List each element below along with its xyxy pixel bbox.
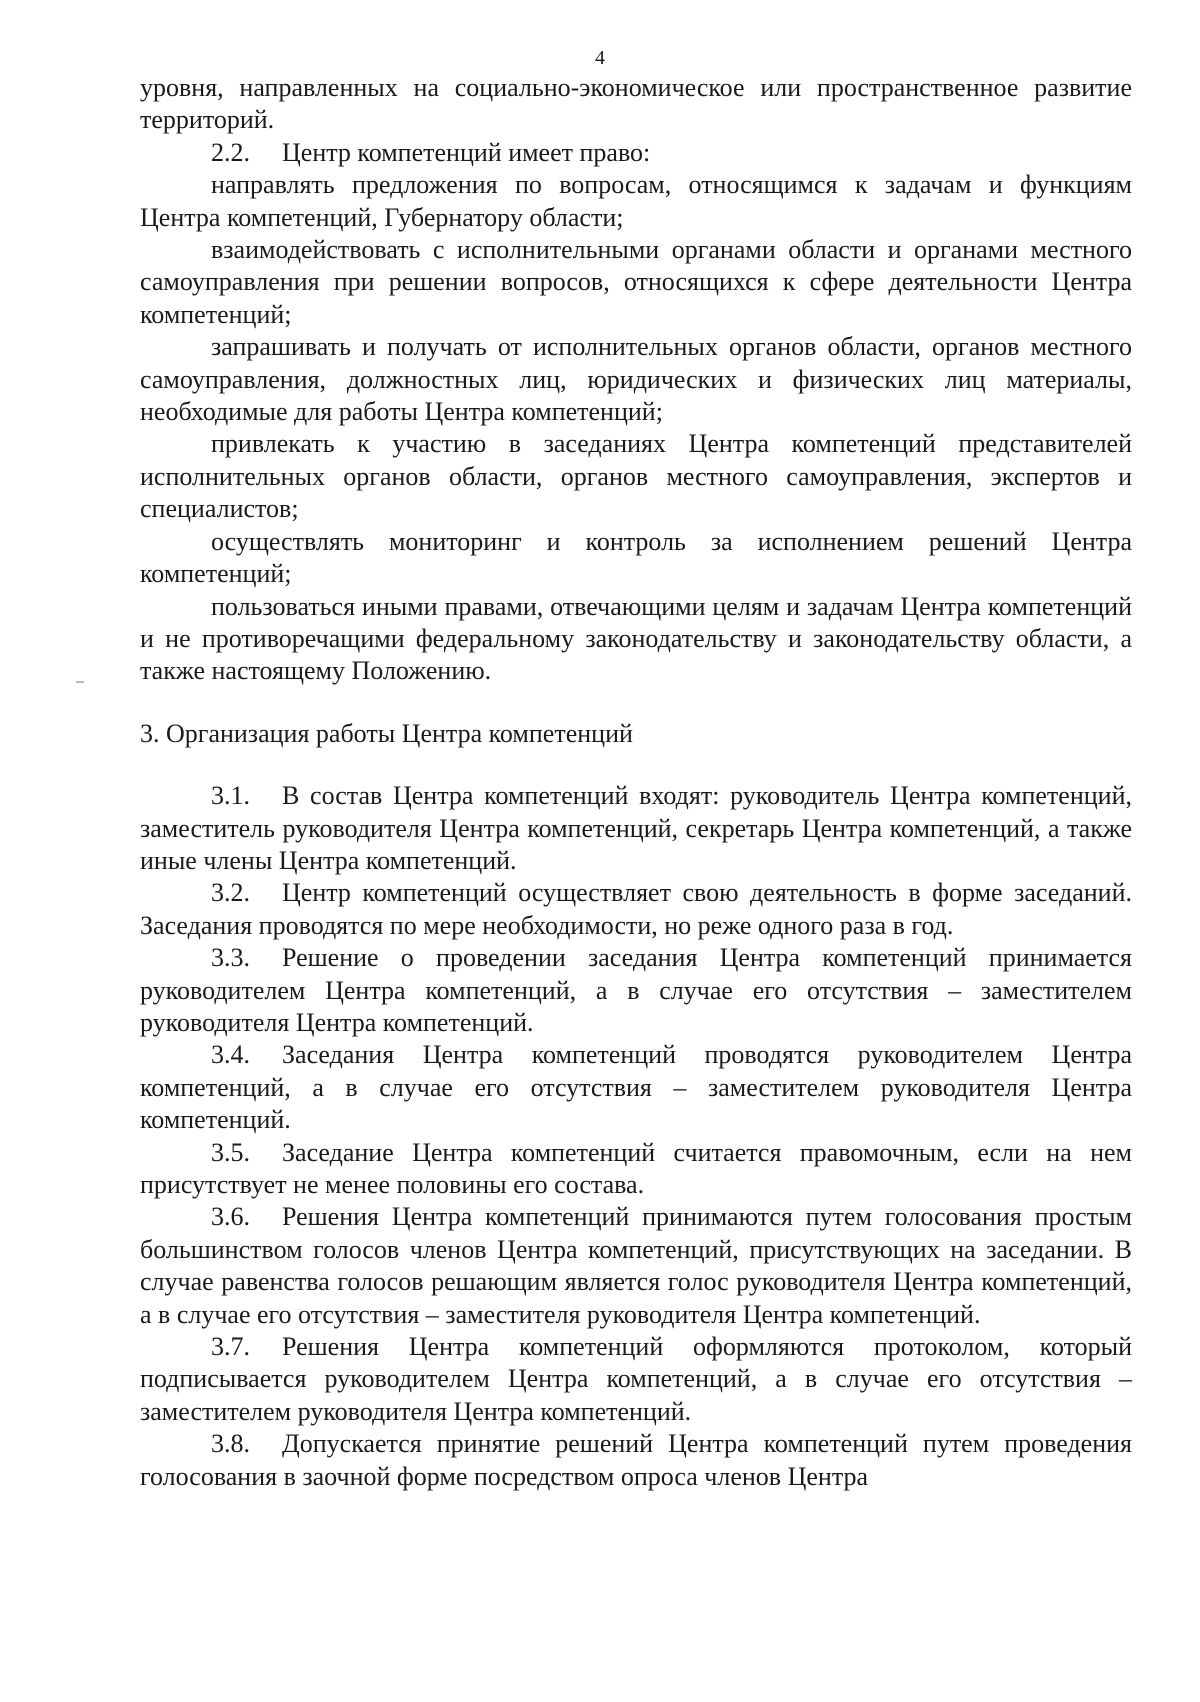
paragraph-text: Центр компетенций осуществляет свою деятельность в форме заседаний. Заседания проводятся по мере необходимости, но реже одного раза в год.: [140, 878, 1132, 940]
paragraph-text: Допускается принятие решений Центра компетенций путем проведения голосования в заочной форме посредством опроса членов Центра: [140, 1429, 1132, 1491]
right-item-interaction: взаимодействовать с исполнительными органами области и органами местного самоуправления при решении вопросов, относящихся к сфере деятельности Центра компетенций;: [140, 235, 1132, 329]
paragraph-number: 3.7.: [211, 1332, 250, 1362]
right-item-other-rights: пользоваться иными правами, отвечающими целям и задачам Центра компетенций и не противоречащими федеральному законодательству и законодательству области, а также настоящему Положению.: [140, 591, 1132, 686]
paragraph-number: 3.5.: [211, 1137, 250, 1167]
paragraph-text: Решения Центра компетенций принимаются путем голосования простым большинством голосов членов Центра компетенций, присутствующих на заседании. В случае равенства голосов решающим является голос руководителя Центра компетенций, а в случае его отсутствия – заместителя руководителя Центра компетенций.: [140, 1202, 1132, 1329]
right-item-request-materials: запрашивать и получать от исполнительных органов области, органов местного самоуправления, должностных лиц, юридических и физических лиц материалы, необходимые для работы Центра компетенций;: [140, 332, 1132, 427]
paragraph-text: В состав Центра компетенций входят: руководитель Центра компетенций, заместитель руководителя Центра компетенций, секретарь Центра компетенций, а также иные члены Центра компетенций.: [140, 781, 1132, 875]
paragraph-3-5: [140, 1137, 1132, 1202]
paragraph-text: Заседание Центра компетенций считается правомочным, если на нем присутствует не менее половины его состава.: [140, 1137, 1132, 1199]
paragraph-text: Центр компетенций имеет право:: [282, 137, 651, 167]
margin-mark: [76, 681, 84, 683]
paragraph-3-2: [140, 877, 1132, 942]
paragraph-3-6: [140, 1201, 1132, 1331]
paragraph-number: 3.3.: [211, 943, 250, 973]
right-item-monitoring: осуществлять мониторинг и контроль за исполнением решений Центра компетенций;: [140, 526, 1132, 589]
paragraph-number: 3.4.: [211, 1040, 250, 1070]
paragraph-text: Решение о проведении заседания Центра компетенций принимается руководителем Центра компетенций, а в случае его отсутствия – заместителем руководителя Центра компетенций.: [140, 943, 1132, 1037]
paragraph-number: 3.6.: [211, 1202, 250, 1232]
paragraph-text: Решения Центра компетенций оформляются протоколом, который подписывается руководителем Центра компетенций, а в случае его отсутствия – заместителем руководителя Центра компетенций.: [140, 1332, 1132, 1426]
paragraph-3-1: [140, 780, 1132, 877]
section-heading: 3. Организация работы Центра компетенций: [140, 718, 633, 748]
right-item-involve-experts: привлекать к участию в заседаниях Центра компетенций представителей исполнительных органов области, органов местного самоуправления, экспертов и специалистов;: [140, 429, 1132, 524]
paragraph-number: 3.1.: [211, 781, 250, 811]
paragraph-number: 2.2.: [211, 137, 250, 167]
paragraph-text: Заседания Центра компетенций проводятся руководителем Центра компетенций, а в случае его отсутствия – заместителем руководителя Центра компетенций.: [140, 1040, 1132, 1135]
paragraph-3-4: [140, 1039, 1132, 1136]
page-number: 4: [595, 47, 605, 69]
document-body: [140, 72, 1132, 1493]
paragraph-3-3: [140, 942, 1132, 1039]
paragraph-2-2: [140, 137, 1132, 169]
paragraph-number: 3.8.: [211, 1429, 250, 1459]
paragraph-3-8: [140, 1428, 1132, 1493]
paragraph-continuation: уровня, направленных на социально-экономическое или пространственное развитие территорий.: [140, 73, 1132, 135]
right-item-proposals: направлять предложения по вопросам, относящимся к задачам и функциям Центра компетенций, Губернатору области;: [140, 170, 1132, 232]
paragraph-number: 3.2.: [211, 878, 250, 908]
paragraph-3-7: [140, 1331, 1132, 1428]
